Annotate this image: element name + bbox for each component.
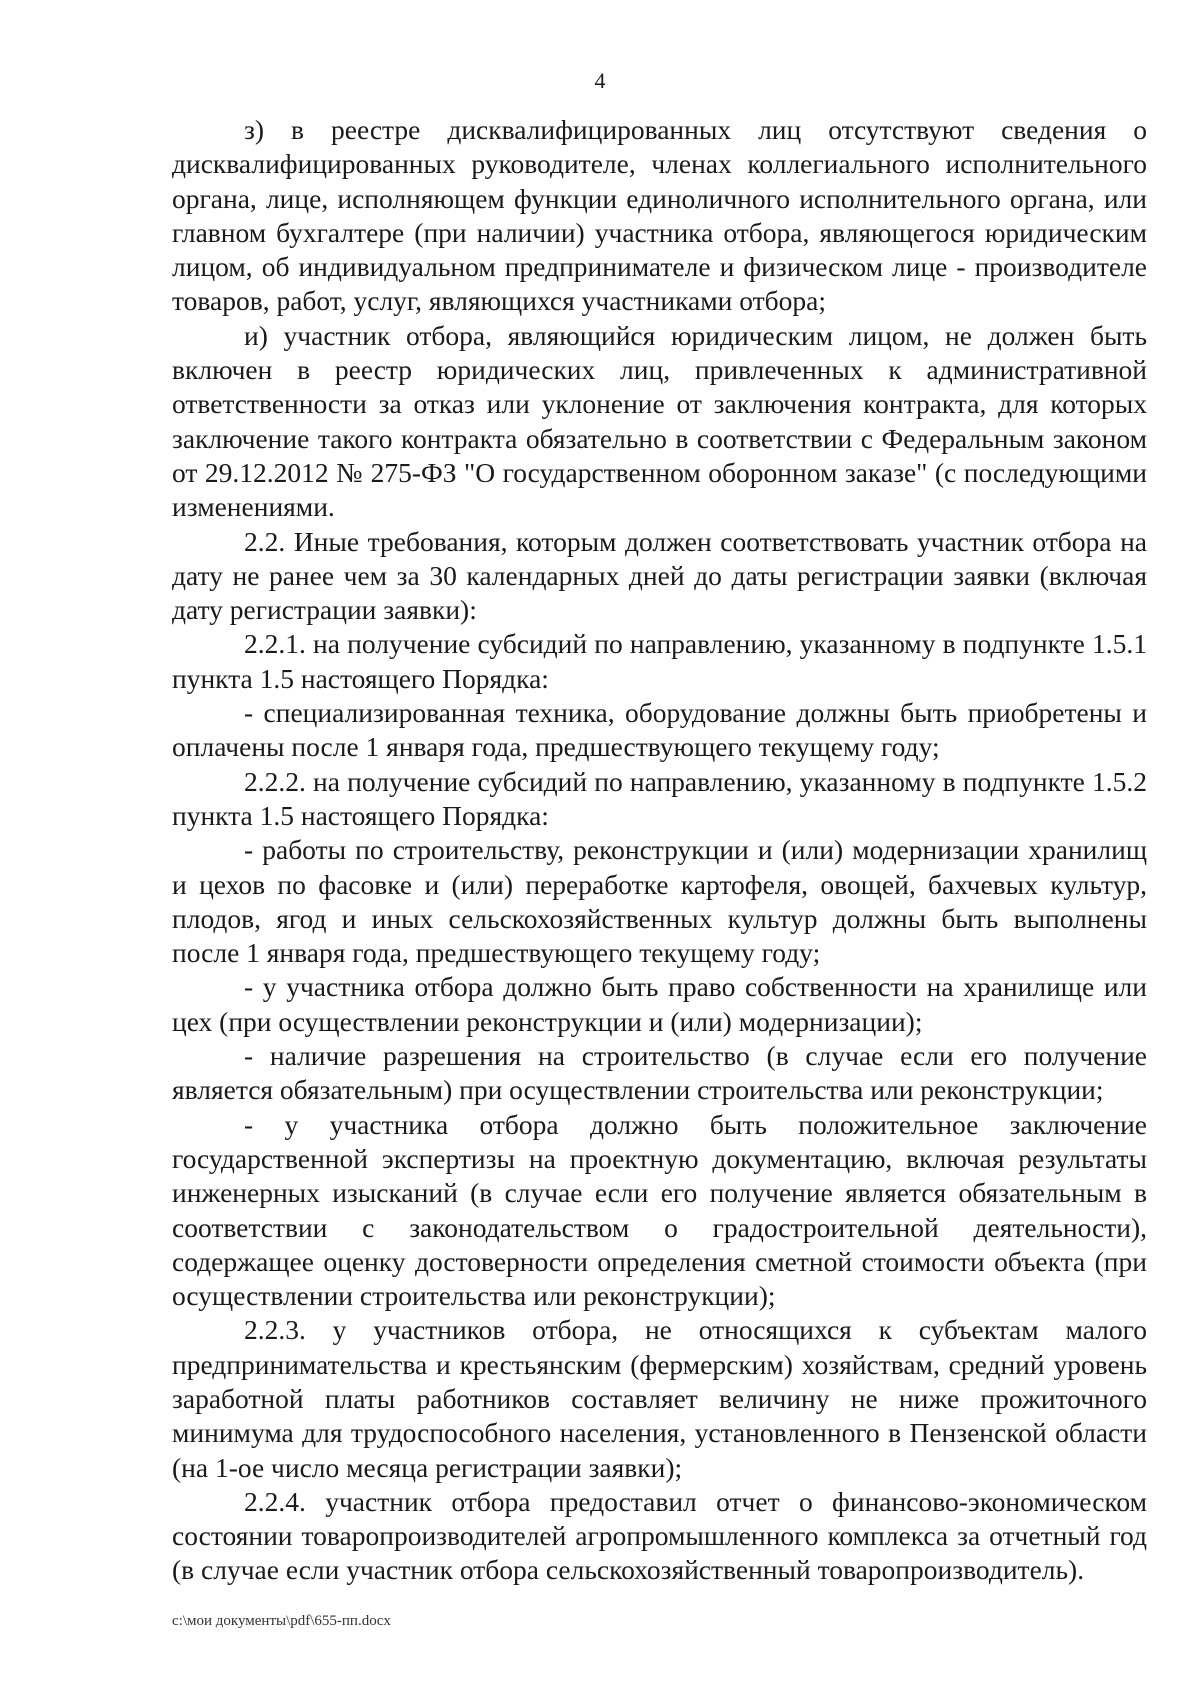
paragraph-2-2-2-item-works: - работы по строительству, реконструкции и (или) модернизации хранилищ и цехов по фасовке и (или) переработке картофеля, овощей, бахчевых культур, плодов, ягод и иных сельскохозяйственных культур должны быть выполнены после 1 января года, предшествующего текущему году; [172, 834, 1147, 969]
paragraph-z: з) в реестре дисквалифицированных лиц отсутствуют сведения о дисквалифицированных руководителе, членах коллегиального исполнительного органа, лице, исполняющем функции единоличного исполнительного органа, или главном бухгалтере (при наличии) участника отбора, являющегося юридическим лицом, об индивидуальном предпринимателе и физическом лице - производителе товаров, работ, услуг, являющихся участниками отбора; [172, 114, 1147, 317]
paragraph-2-2-1: 2.2.1. на получение субсидий по направлению, указанному в подпункте 1.5.1 пункта 1.5 настоящего Порядка: [172, 628, 1147, 694]
paragraph-2-2-2-item-expertise: - у участника отбора должно быть положительное заключение государственной экспертизы на проектную документацию, включая результаты инженерных изысканий (в случае если его получение является обязательным в соответствии с законодательством о градостроительной деятельности), содержащее оценку достоверности определения сметной стоимости объекта (при осуществлении строительства или реконструкции); [172, 1108, 1147, 1312]
paragraph-2-2-4: 2.2.4. участник отбора предоставил отчет о финансово-экономическом состоянии товаропроизводителей агропромышленного комплекса за отчетный год (в случае если участник отбора сельскохозяйственный товаропроизводитель). [172, 1485, 1147, 1586]
paragraph-2-2-2: 2.2.2. на получение субсидий по направлению, указанному в подпункте 1.5.2 пункта 1.5 настоящего Порядка: [172, 765, 1147, 831]
paragraph-2-2-2-item-permit: - наличие разрешения на строительство (в случае если его получение является обязательным) при осуществлении строительства или реконструкции; [172, 1040, 1147, 1106]
paragraph-2-2-3: 2.2.3. у участников отбора, не относящихся к субъектам малого предпринимательства и крестьянским (фермерским) хозяйствам, средний уровень заработной платы работников составляет величину не ниже прожиточного минимума для трудоспособного населения, установленного в Пензенской области (на 1-ое число месяца регистрации заявки); [172, 1314, 1147, 1483]
footer-file-path: с:\мои документы\pdf\655-пп.docx [172, 1613, 391, 1629]
page-number: 4 [594, 68, 606, 93]
document-body [172, 113, 1147, 1588]
paragraph-2-2: 2.2. Иные требования, которым должен соответствовать участник отбора на дату не ранее чем за 30 календарных дней до даты регистрации заявки (включая дату регистрации заявки): [172, 525, 1147, 626]
paragraph-2-2-1-item: - специализированная техника, оборудование должны быть приобретены и оплачены после 1 января года, предшествующего текущему году; [172, 697, 1147, 763]
paragraph-i: и) участник отбора, являющийся юридическим лицом, не должен быть включен в реестр юридических лиц, привлеченных к административной ответственности за отказ или уклонение от заключения контракта, для которых заключение такого контракта обязательно в соответствии с Федеральным законом от 29.12.2012 № 275-ФЗ "О государственном оборонном заказе" (с последующими изменениями. [172, 319, 1147, 523]
paragraph-2-2-2-item-ownership: - у участника отбора должно быть право собственности на хранилище или цех (при осуществлении реконструкции и (или) модернизации); [172, 971, 1147, 1037]
